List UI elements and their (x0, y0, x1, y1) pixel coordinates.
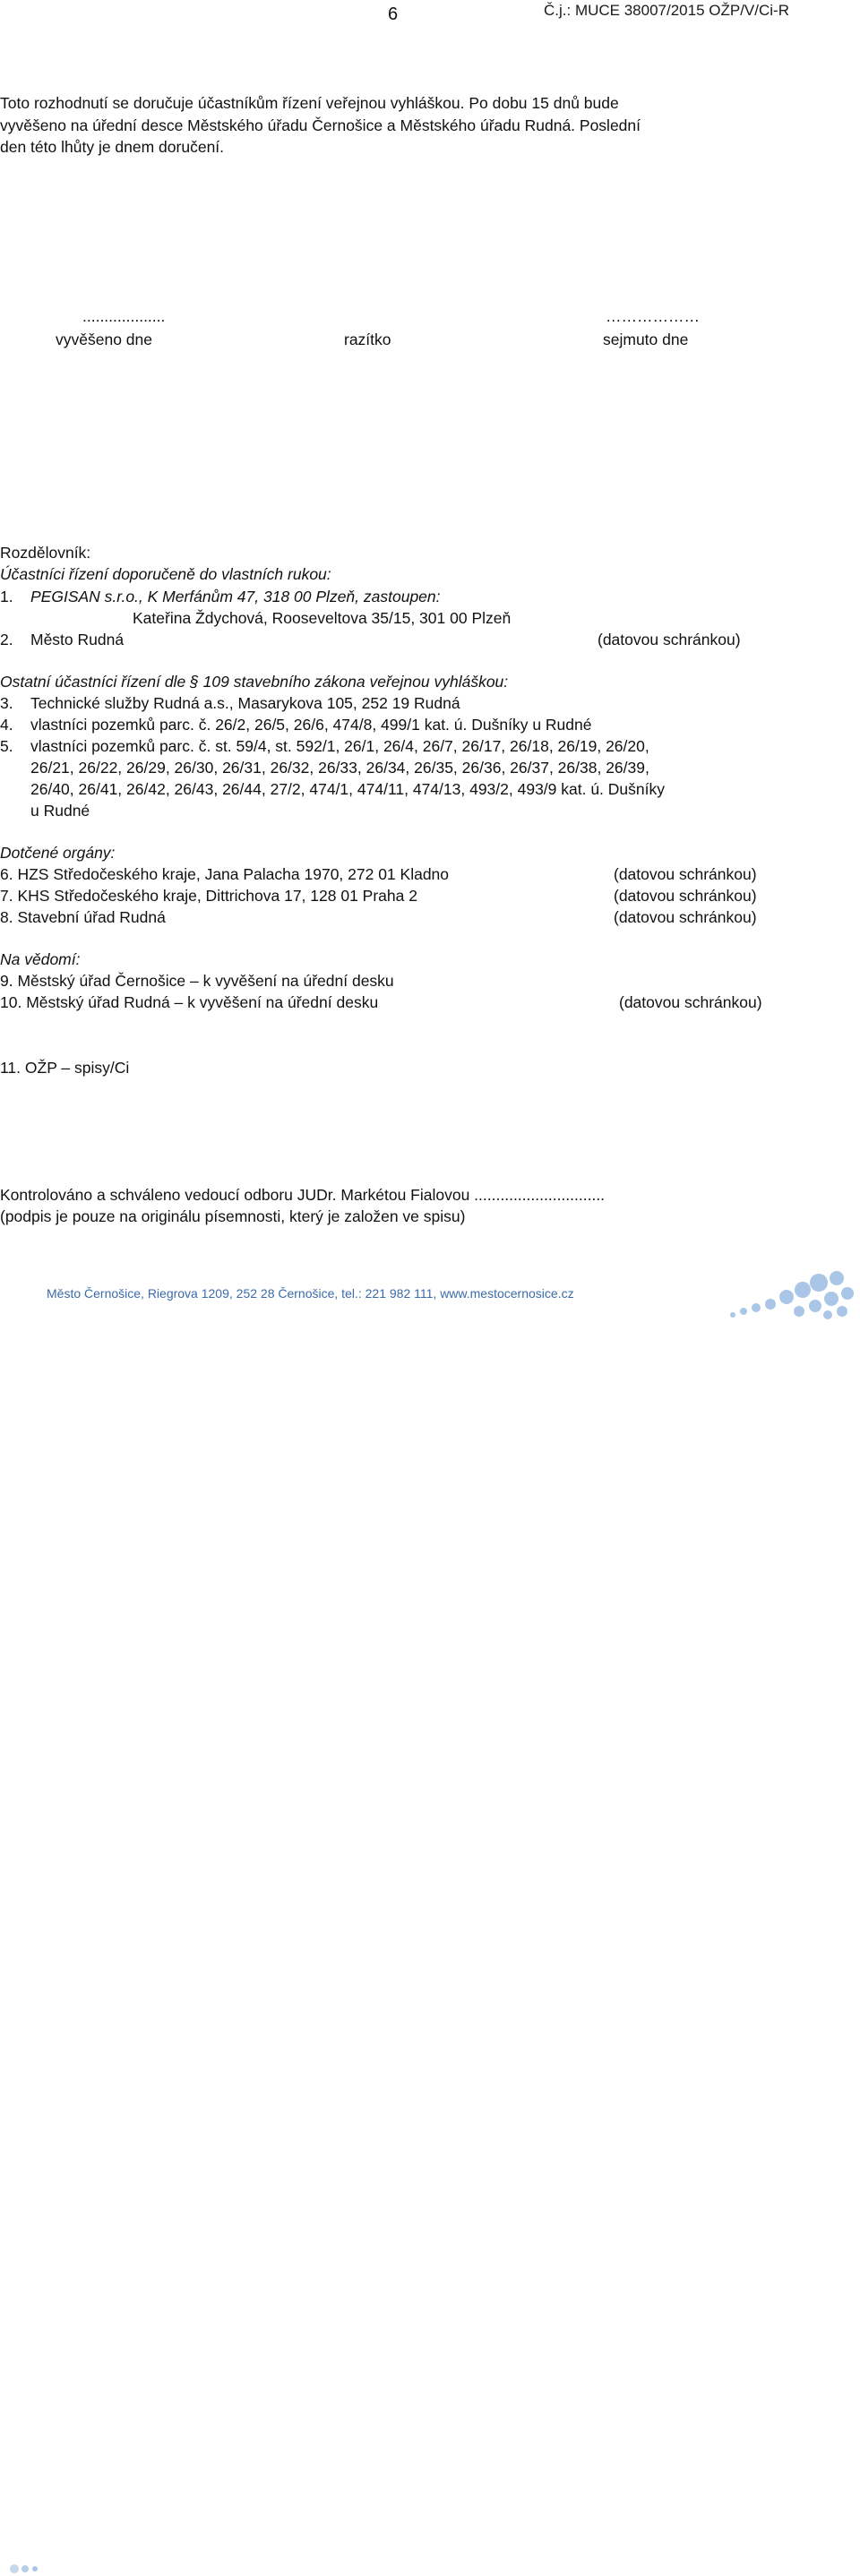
intro-line-2: vyvěšeno na úřední desce Městského úřadu Černošice a Městského úřadu Rudná. Poslední (0, 116, 641, 134)
list-item-text: PEGISAN s.r.o., K Merfánům 47, 318 00 Plzeň, zastoupen: (30, 588, 441, 605)
list-item-number: 3. (0, 694, 13, 712)
approval-line: Kontrolováno a schváleno vedoucí odboru JUDr. Markétou Fialovou .............................. (0, 1186, 606, 1204)
list-item-text: 26/21, 26/22, 26/29, 26/30, 26/31, 26/32, 26/33, 26/34, 26/35, 26/36, 26/37, 26/38, 26/39, (30, 759, 649, 777)
delivery-note: (datovou schránkou) (614, 908, 757, 926)
list-item-text: 11. OŽP – spisy/Ci (0, 1059, 130, 1077)
town-logo-icon (724, 1270, 856, 1322)
list-item-number: 2. (0, 631, 13, 648)
list-item-subtext: Kateřina Ždychová, Rooseveltova 35/15, 301 00 Plzeň (133, 609, 512, 627)
list-item-number: 4. (0, 716, 13, 734)
distribution-title: Rozdělovník: (0, 544, 91, 562)
list-item-text: 8. Stavební úřad Rudná (0, 908, 166, 926)
section-other-participants-title: Ostatní účastníci řízení dle § 109 stavebního zákona veřejnou vyhláškou: (0, 673, 509, 691)
footer-dots-icon (9, 2562, 41, 2576)
signature-note: (podpis je pouze na originálu písemnosti, který je založen ve spisu) (0, 1207, 466, 1225)
removed-label: sejmuto dne (603, 331, 689, 348)
delivery-note: (datovou schránkou) (614, 887, 757, 905)
list-item-text: u Rudné (30, 802, 90, 820)
list-item-text: 7. KHS Středočeského kraje, Dittrichova 17, 128 01 Praha 2 (0, 887, 417, 905)
delivery-note: (datovou schránkou) (614, 865, 757, 883)
list-item-text: 6. HZS Středočeského kraje, Jana Palacha 1970, 272 01 Kladno (0, 865, 450, 883)
intro-line-3: den této lhůty je dnem doručení. (0, 138, 225, 156)
section-authorities-title: Dotčené orgány: (0, 844, 116, 862)
list-item-text: Technické služby Rudná a.s., Masarykova 105, 252 19 Rudná (30, 694, 460, 712)
intro-line-1: Toto rozhodnutí se doručuje účastníkům řízení veřejnou vyhláškou. Po dobu 15 dnů bude (0, 94, 619, 112)
stamp-label: razítko (344, 331, 391, 348)
document-reference: Č.j.: MUCE 38007/2015 OŽP/V/Ci-R (544, 2, 789, 19)
list-item-text: 10. Městský úřad Rudná – k vyvěšení na úřední desku (0, 993, 379, 1011)
page-number: 6 (388, 4, 399, 24)
delivery-note: (datovou schránkou) (598, 631, 741, 648)
footer-address: Město Černošice, Riegrova 1209, 252 28 Černošice, tel.: 221 982 111, www.mestocernosice.cz (47, 1286, 574, 1301)
delivery-note: (datovou schránkou) (619, 993, 762, 1011)
list-item-text: Město Rudná (30, 631, 125, 648)
posted-label: vyvěšeno dne (56, 331, 152, 348)
list-item-number: 5. (0, 737, 13, 755)
list-item-text: vlastníci pozemků parc. č. 26/2, 26/5, 26/6, 474/8, 499/1 kat. ú. Dušníky u Rudné (30, 716, 592, 734)
removed-date-placeholder: ……………… (606, 307, 700, 325)
list-item-text: 9. Městský úřad Černošice – k vyvěšení na úřední desku (0, 972, 394, 990)
list-item-text: 26/40, 26/41, 26/42, 26/43, 26/44, 27/2, 474/1, 474/11, 474/13, 493/2, 493/9 kat. ú. Dušníky (30, 780, 665, 798)
section-participants-title: Účastníci řízení doporučeně do vlastních rukou: (0, 565, 331, 583)
list-item-number: 1. (0, 588, 13, 605)
list-item-text: vlastníci pozemků parc. č. st. 59/4, st. 592/1, 26/1, 26/4, 26/7, 26/17, 26/18, 26/19, 26/20, (30, 737, 649, 755)
posted-date-placeholder: ................... (82, 307, 166, 325)
section-for-information-title: Na vědomí: (0, 950, 81, 968)
